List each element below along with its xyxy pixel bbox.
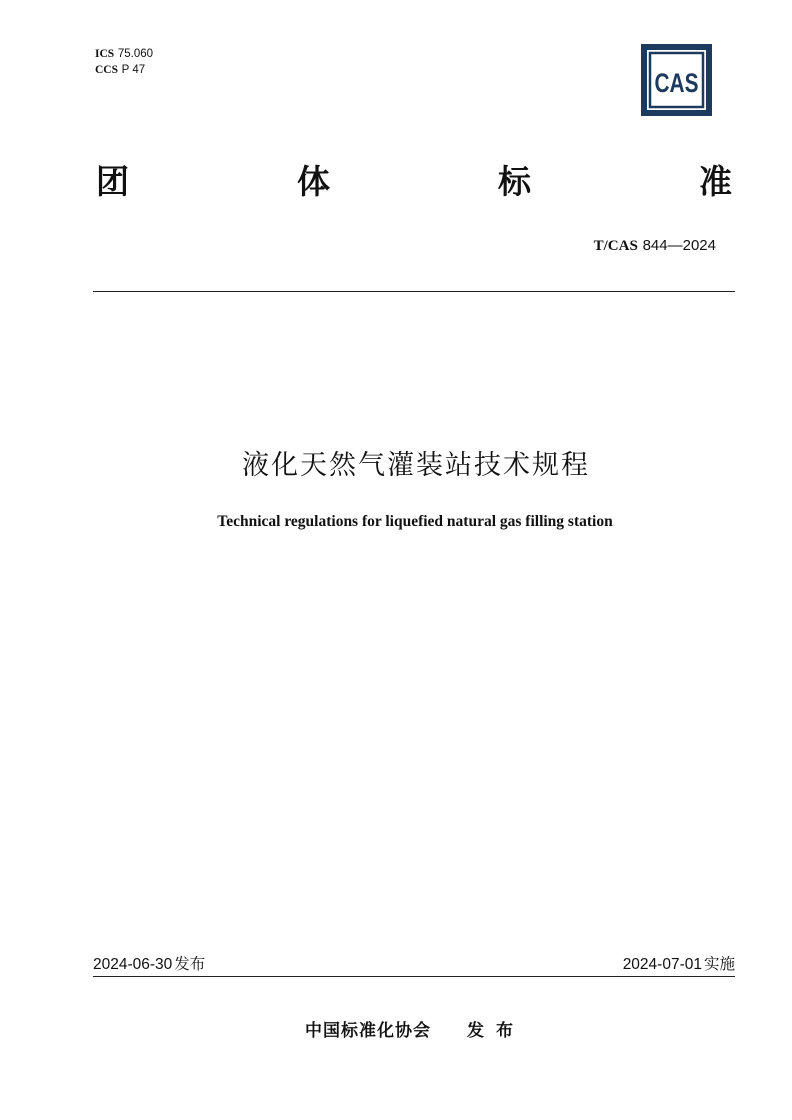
ccs-code (95, 62, 153, 78)
ccs-label: CCS (95, 64, 119, 76)
svg-text:CAS: CAS (654, 68, 699, 98)
standard-type-heading (96, 160, 732, 204)
ccs-value: P 47 (121, 64, 146, 76)
title-chinese: 液化天然气灌装站技术规程 (242, 450, 590, 481)
top-divider (93, 291, 735, 292)
standard-number-value: 844—2024 (642, 237, 716, 254)
cas-logo (641, 44, 712, 116)
issue-label: 发布 (174, 955, 206, 973)
standard-type-char: 标 (498, 162, 531, 201)
publisher-line (0, 1016, 792, 1041)
title-english: Technical regulations for liquefied natural gas filling station (217, 513, 613, 530)
standard-number-prefix: T/CAS (593, 238, 638, 254)
publisher-action: 发布 (467, 1021, 525, 1041)
implementation-date-line (623, 952, 735, 974)
ics-code (95, 46, 153, 62)
standard-type-char: 准 (699, 162, 732, 201)
classification-codes (95, 46, 153, 78)
ics-value: 75.060 (117, 48, 154, 60)
issue-date-line (93, 952, 205, 974)
implementation-label: 实施 (703, 955, 735, 973)
implementation-date: 2024-07-01 (622, 956, 702, 973)
cas-logo-icon (641, 44, 712, 116)
ics-label: ICS (95, 48, 115, 60)
publisher-organization: 中国标准化协会 (305, 1021, 431, 1041)
bottom-divider (93, 976, 735, 977)
standard-number (594, 236, 716, 255)
standard-type-char: 体 (297, 162, 330, 201)
standard-type-char: 团 (96, 162, 129, 201)
issue-date: 2024-06-30 (93, 956, 173, 973)
